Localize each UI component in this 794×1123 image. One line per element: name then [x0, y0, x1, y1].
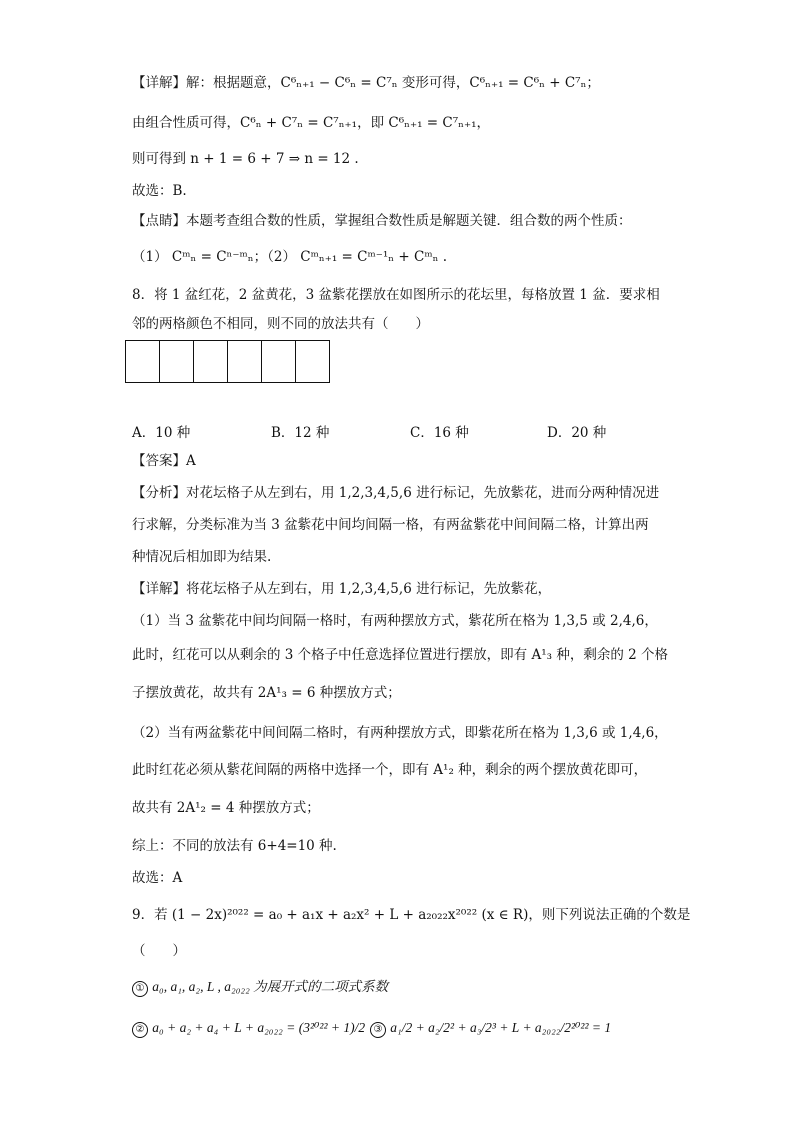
choice-a: A．10 种 [132, 425, 191, 441]
statement-2-text: a₀ + a₂ + a₄ + L + a₂₀₂₂ = (3²⁰²² + 1)/2 [152, 1020, 366, 1035]
detail-solution-line-2: 由组合性质可得，C⁶ₙ + C⁷ₙ = C⁷ₙ₊₁，即 C⁶ₙ₊₁ = C⁷ₙ₊₁， [132, 115, 490, 131]
marker-2: ② [132, 1022, 148, 1038]
detail-solution-line-1: 【详解】解：根据题意，C⁶ₙ₊₁ − C⁶ₙ = C⁷ₙ 变形可得，C⁶ₙ₊₁ = C⁶ₙ + C⁷ₙ； [132, 75, 600, 91]
comment-line: 【点睛】本题考查组合数的性质，掌握组合数性质是解题关键．组合数的两个性质： [132, 213, 632, 229]
choice-d: D．20 种 [547, 425, 607, 441]
question-9-line-1: 9．若 (1 − 2x)²⁰²² = a₀ + a₁x + a₂x² + L + a₂₀₂₂x²⁰²² (x ∈ R)，则下列说法正确的个数是 [132, 907, 691, 923]
detail-solution-line-3: 则可得到 n + 1 = 6 + 7 ⇒ n = 12 . [132, 151, 359, 167]
choice-c: C．16 种 [410, 425, 469, 441]
flower-bed-cell [159, 340, 194, 383]
flower-bed-figure [125, 340, 330, 383]
statement-1-text: a₀, a₁, a₂, L , a₂₀₂₂ 为展开式的二项式系数 [152, 979, 389, 994]
question-9-line-2: （ ） [132, 943, 186, 959]
statement-3-text: a₁/2 + a₂/2² + a₃/2³ + L + a₂₀₂₂/2²⁰²² = 1 [390, 1020, 612, 1035]
final-answer-line: 故选：A [132, 870, 183, 886]
statement-3 [370, 1018, 611, 1038]
flower-bed-cell [295, 340, 330, 383]
flower-bed-cell [125, 340, 160, 383]
statement-2 [132, 1018, 365, 1038]
question-8-line-2: 邻的两格颜色不相同，则不同的放法共有（ ） [132, 316, 429, 332]
analysis-line-3: 种情况后相加即为结果. [132, 549, 272, 565]
flower-bed-cell [227, 340, 262, 383]
marker-3: ③ [370, 1022, 386, 1038]
answer-line: 【答案】A [132, 453, 196, 469]
flower-bed-cell [261, 340, 296, 383]
marker-1: ① [132, 981, 148, 997]
solution-line-7: 故共有 2A¹₂ = 4 种摆放方式； [132, 800, 320, 816]
summary-line: 综上：不同的放法有 6+4=10 种. [132, 838, 337, 854]
analysis-line-1: 【分析】对花坛格子从左到右，用 1,2,3,4,5,6 进行标记，先放紫花，进而分两种情况进 [132, 485, 660, 501]
answer-choice-line: 故选：B. [132, 183, 187, 199]
solution-line-1: 【详解】将花坛格子从左到右，用 1,2,3,4,5,6 进行标记，先放紫花， [132, 581, 552, 597]
flower-bed-cell [193, 340, 228, 383]
solution-line-4: 子摆放黄花，故共有 2A¹₃ = 6 种摆放方式； [132, 685, 401, 701]
question-8-line-1: 8．将 1 盆红花，2 盆黄花，3 盆紫花摆放在如图所示的花坛里，每格放置 1 盆．要求相 [132, 287, 660, 303]
solution-line-3: 此时，红花可以从剩余的 3 个格子中任意选择位置进行摆放，即有 A¹₃ 种，剩余的 2 个格 [132, 647, 668, 663]
choice-b: B．12 种 [271, 425, 330, 441]
combination-properties-line: （1） Cᵐₙ = Cⁿ⁻ᵐₙ；（2） Cᵐₙ₊₁ = Cᵐ⁻¹ₙ + Cᵐₙ . [132, 249, 448, 265]
statement-1 [132, 977, 388, 997]
analysis-line-2: 行求解，分类标准为当 3 盆紫花中间均间隔一格，有两盆紫花中间间隔二格，计算出两 [132, 517, 649, 533]
solution-line-5: （2）当有两盆紫花中间间隔二格时，有两种摆放方式，即紫花所在格为 1,3,6 或 1,4,6， [132, 725, 668, 741]
solution-line-6: 此时红花必须从紫花间隔的两格中选择一个，即有 A¹₂ 种，剩余的两个摆放黄花即可， [132, 762, 648, 778]
solution-line-2: （1）当 3 盆紫花中间均间隔一格时，有两种摆放方式，紫花所在格为 1,3,5 或 2,4,6， [132, 613, 658, 629]
